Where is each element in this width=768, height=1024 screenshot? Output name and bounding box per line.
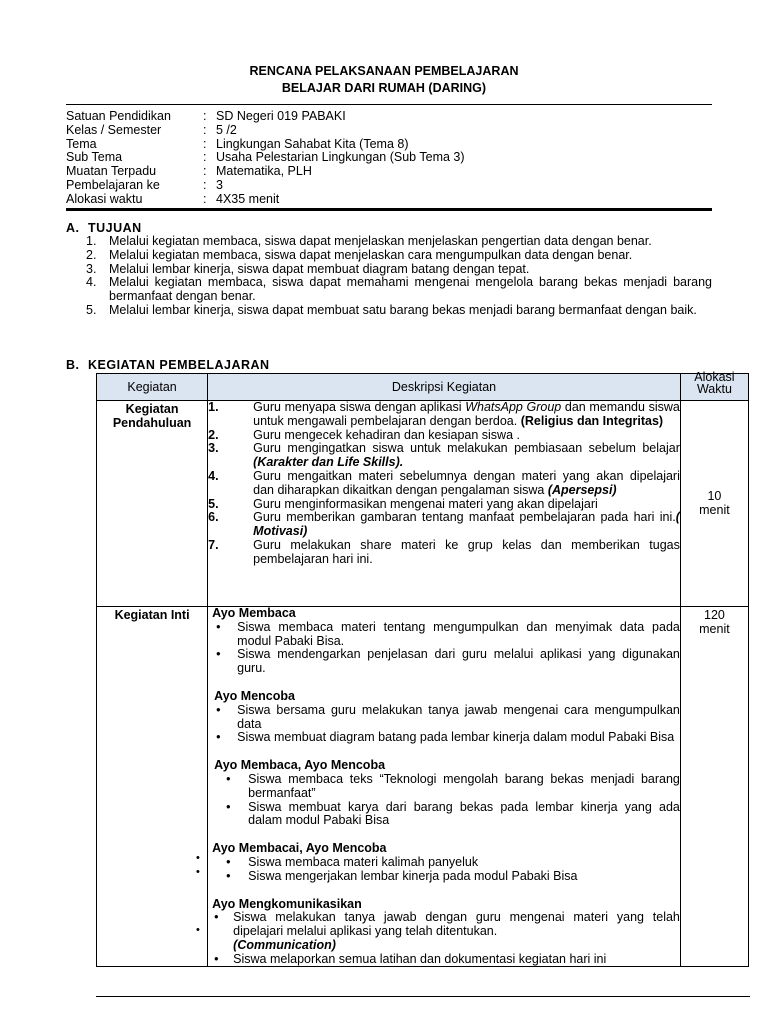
phase-cell: Kegiatan Inti bbox=[97, 607, 208, 967]
list-item: 1. Melalui kegiatan membaca, siswa dapat menjelaskan menjelaskan pengertian data dengan benar. bbox=[86, 234, 652, 248]
col-header-alokasi: Alokasi Waktu bbox=[680, 374, 748, 401]
section-heading-kegiatan: B. KEGIATAN PEMBELAJARAN bbox=[66, 358, 270, 372]
step-item: 6. Guru memberikan gambaran tentang manfaat pembelajaran pada hari ini.( Motivasi) bbox=[208, 510, 680, 539]
bullet-item: • Siswa melaporkan semua latihan dan dokumentasi kegiatan hari ini bbox=[214, 952, 607, 966]
step-item: 1. Guru menyapa siswa dengan aplikasi WhatsApp Group dan memandu siswa untuk mengawali pembelajaran dengan berdoa. (Religius dan Integritas) bbox=[208, 400, 680, 428]
table-row-pendahuluan bbox=[97, 401, 749, 607]
bullet-item: • Siswa mendengarkan penjelasan dari guru melalui aplikasi yang digunakan guru. bbox=[216, 647, 680, 676]
bullet-item: • Siswa mengerjakan lembar kinerja pada modul Pabaki Bisa bbox=[226, 868, 578, 883]
divider-top bbox=[66, 104, 712, 105]
step-item: 4. Guru mengaitkan materi sebelumnya dengan materi yang akan dipelajari dan diharapkan dikaitkan dengan pengalaman siswa (Apersepsi) bbox=[208, 468, 680, 497]
description-cell bbox=[208, 401, 681, 607]
kegiatan-table bbox=[96, 370, 749, 967]
table-bottom-border bbox=[96, 996, 750, 997]
stray-bullet: • bbox=[196, 924, 200, 936]
bullet-item: • Siswa membaca materi kalimah panyeluk bbox=[226, 854, 479, 869]
section-heading-tujuan: A. TUJUAN bbox=[66, 221, 142, 235]
bullet-item: • Siswa membuat diagram batang pada lembar kinerja dalam modul Pabaki Bisa bbox=[216, 730, 675, 745]
bullet-item: • Siswa bersama guru melakukan tanya jawab mengenai cara mengumpulkan data bbox=[216, 702, 680, 731]
step-item: 2. Guru mengecek kehadiran dan kesiapan siswa . bbox=[208, 427, 520, 442]
phase-cell: Kegiatan Pendahuluan bbox=[97, 401, 208, 607]
list-item: 2. Melalui kegiatan membaca, siswa dapat menjelaskan cara mengumpulkan data dengan benar. bbox=[86, 247, 633, 262]
divider-thick bbox=[66, 208, 712, 211]
group-title: Ayo Membaca bbox=[212, 606, 296, 620]
col-header-kegiatan: Kegiatan bbox=[97, 374, 208, 401]
bullet-item: • Siswa membaca materi tentang mengumpulkan dan menyimak data pada modul Pabaki Bisa. bbox=[216, 619, 680, 648]
bullet-item: • Siswa membaca teks “Teknologi mengolah barang bekas menjadi barang bermanfaat” bbox=[226, 771, 680, 800]
description-cell bbox=[208, 607, 681, 967]
group-title: Ayo Membaca, Ayo Mencoba bbox=[214, 758, 386, 773]
list-item: 3. Melalui lembar kinerja, siswa dapat membuat diagram batang dengan tepat. bbox=[86, 261, 530, 276]
table-row-inti bbox=[97, 607, 749, 967]
group-title: Ayo Mencoba bbox=[214, 688, 295, 703]
time-cell: 10 menit bbox=[680, 401, 748, 607]
list-item: 4. Melalui kegiatan membaca, siswa dapat memahami mengenai mengelola barang bekas menjadi barang bermanfaat dengan benar. bbox=[86, 275, 712, 304]
stray-bullet: • bbox=[196, 852, 200, 864]
doc-title: RENCANA PELAKSANAAN PEMBELAJARAN bbox=[249, 64, 519, 78]
stray-bullet: • bbox=[196, 866, 200, 878]
list-item: 5. Melalui lembar kinerja, siswa dapat membuat satu barang bekas menjadi barang bermanfaat dengan baik. bbox=[86, 302, 697, 317]
step-item: 3. Guru mengingatkan siswa untuk melakukan pembiasaan sebelum belajar (Karakter dan Life Skills). bbox=[208, 441, 680, 470]
tujuan-list bbox=[66, 235, 712, 318]
group-title: Ayo Membacai, Ayo Mencoba bbox=[212, 841, 387, 856]
doc-subtitle: BELAJAR DARI RUMAH (DARING) bbox=[281, 81, 487, 95]
group-title: Ayo Mengkomunikasikan bbox=[212, 896, 362, 911]
col-header-deskripsi: Deskripsi Kegiatan bbox=[208, 374, 681, 401]
time-cell: 120 menit bbox=[680, 607, 748, 967]
bullet-item: • Siswa membuat karya dari barang bekas pada lembar kinerja yang ada dalam modul Pabaki Bisa bbox=[226, 799, 680, 828]
bullet-item: • Siswa melakukan tanya jawab dengan guru mengenai materi yang telah dipelajari melalui aplikasi yang telah ditentukan. (Communication) bbox=[214, 910, 680, 952]
step-item: 7. Guru melakukan share materi ke grup kelas dan memberikan tugas pembelajaran hari ini. bbox=[208, 537, 680, 566]
step-item: 5. Guru menginformasikan mengenai materi yang akan dipelajari bbox=[208, 496, 598, 511]
table-header-row bbox=[97, 374, 749, 401]
